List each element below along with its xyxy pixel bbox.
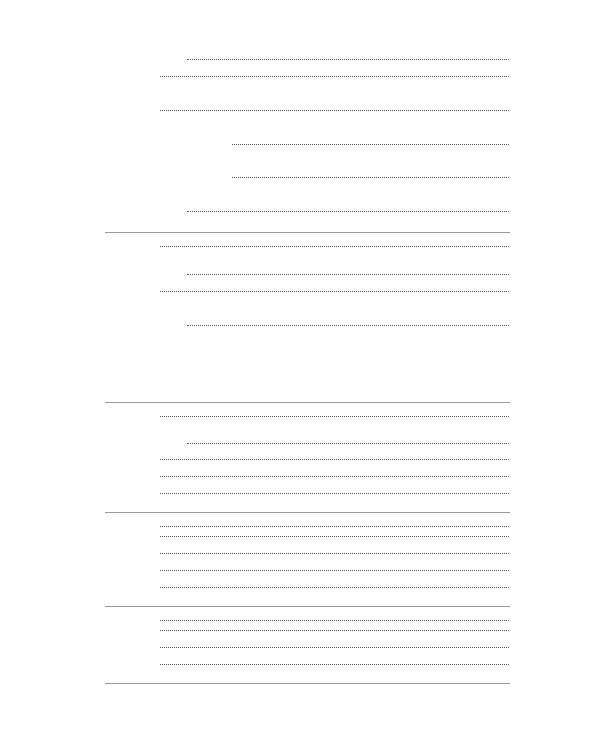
dot-leader bbox=[160, 246, 509, 247]
toc-entry-17-2[interactable] bbox=[159, 647, 510, 651]
dot-leader bbox=[160, 647, 509, 648]
chapter-divider bbox=[105, 512, 510, 513]
dot-leader bbox=[160, 526, 509, 527]
chapter-divider bbox=[105, 606, 510, 607]
chapter-divider bbox=[105, 402, 510, 403]
toc-entry-14-3[interactable] bbox=[186, 325, 510, 329]
toc-entry-15-2[interactable] bbox=[159, 459, 510, 463]
dot-leader bbox=[160, 476, 509, 477]
chapter-divider bbox=[105, 683, 510, 684]
toc-entry-16-2[interactable] bbox=[159, 553, 510, 557]
toc-chapter-17[interactable] bbox=[105, 611, 510, 624]
toc-entry-13-3-1[interactable] bbox=[231, 144, 510, 148]
toc-entry-14-2[interactable] bbox=[159, 291, 510, 295]
toc-entry-13-1[interactable] bbox=[186, 59, 510, 63]
dot-leader bbox=[187, 211, 509, 212]
toc-entry-13-3-1-line1 bbox=[187, 127, 231, 140]
toc-entry-15-1[interactable] bbox=[186, 443, 510, 447]
dot-leader bbox=[160, 76, 509, 77]
toc-chapter-14[interactable] bbox=[105, 237, 510, 250]
toc-entry-17-3[interactable] bbox=[159, 664, 510, 668]
toc-entry-16-1[interactable] bbox=[159, 536, 510, 540]
toc-entry-16-4[interactable] bbox=[159, 587, 510, 591]
toc-entry-17-1[interactable] bbox=[159, 630, 510, 634]
dot-leader bbox=[160, 587, 509, 588]
toc-chapter-16[interactable] bbox=[105, 517, 510, 530]
toc-entry-13-3[interactable] bbox=[159, 110, 510, 114]
dot-leader bbox=[160, 459, 509, 460]
dot-leader bbox=[232, 177, 509, 178]
toc-entry-13-3-2-line1 bbox=[187, 161, 231, 174]
dot-leader bbox=[160, 110, 509, 111]
dot-leader bbox=[160, 620, 509, 621]
toc-entry-16-3[interactable] bbox=[159, 570, 510, 574]
toc-entry-13-4[interactable] bbox=[186, 211, 510, 215]
toc-entry-13-3-2[interactable] bbox=[231, 177, 510, 181]
toc-entry-15-3[interactable] bbox=[159, 476, 510, 480]
dot-leader bbox=[160, 630, 509, 631]
dot-leader bbox=[160, 536, 509, 537]
toc-entry-14-1[interactable] bbox=[186, 274, 510, 278]
dot-leader bbox=[160, 493, 509, 494]
toc-entry-13-2[interactable] bbox=[159, 76, 510, 80]
dot-leader bbox=[160, 291, 509, 292]
chapter-divider bbox=[105, 232, 510, 233]
dot-leader bbox=[160, 664, 509, 665]
dot-leader bbox=[187, 59, 509, 60]
toc-entry-15-4[interactable] bbox=[159, 493, 510, 497]
dot-leader bbox=[187, 274, 509, 275]
dot-leader bbox=[187, 325, 509, 326]
dot-leader bbox=[187, 443, 509, 444]
toc-chapter-15[interactable] bbox=[105, 407, 510, 420]
dot-leader bbox=[160, 416, 509, 417]
dot-leader bbox=[160, 553, 509, 554]
dot-leader bbox=[160, 570, 509, 571]
dot-leader bbox=[232, 144, 509, 145]
